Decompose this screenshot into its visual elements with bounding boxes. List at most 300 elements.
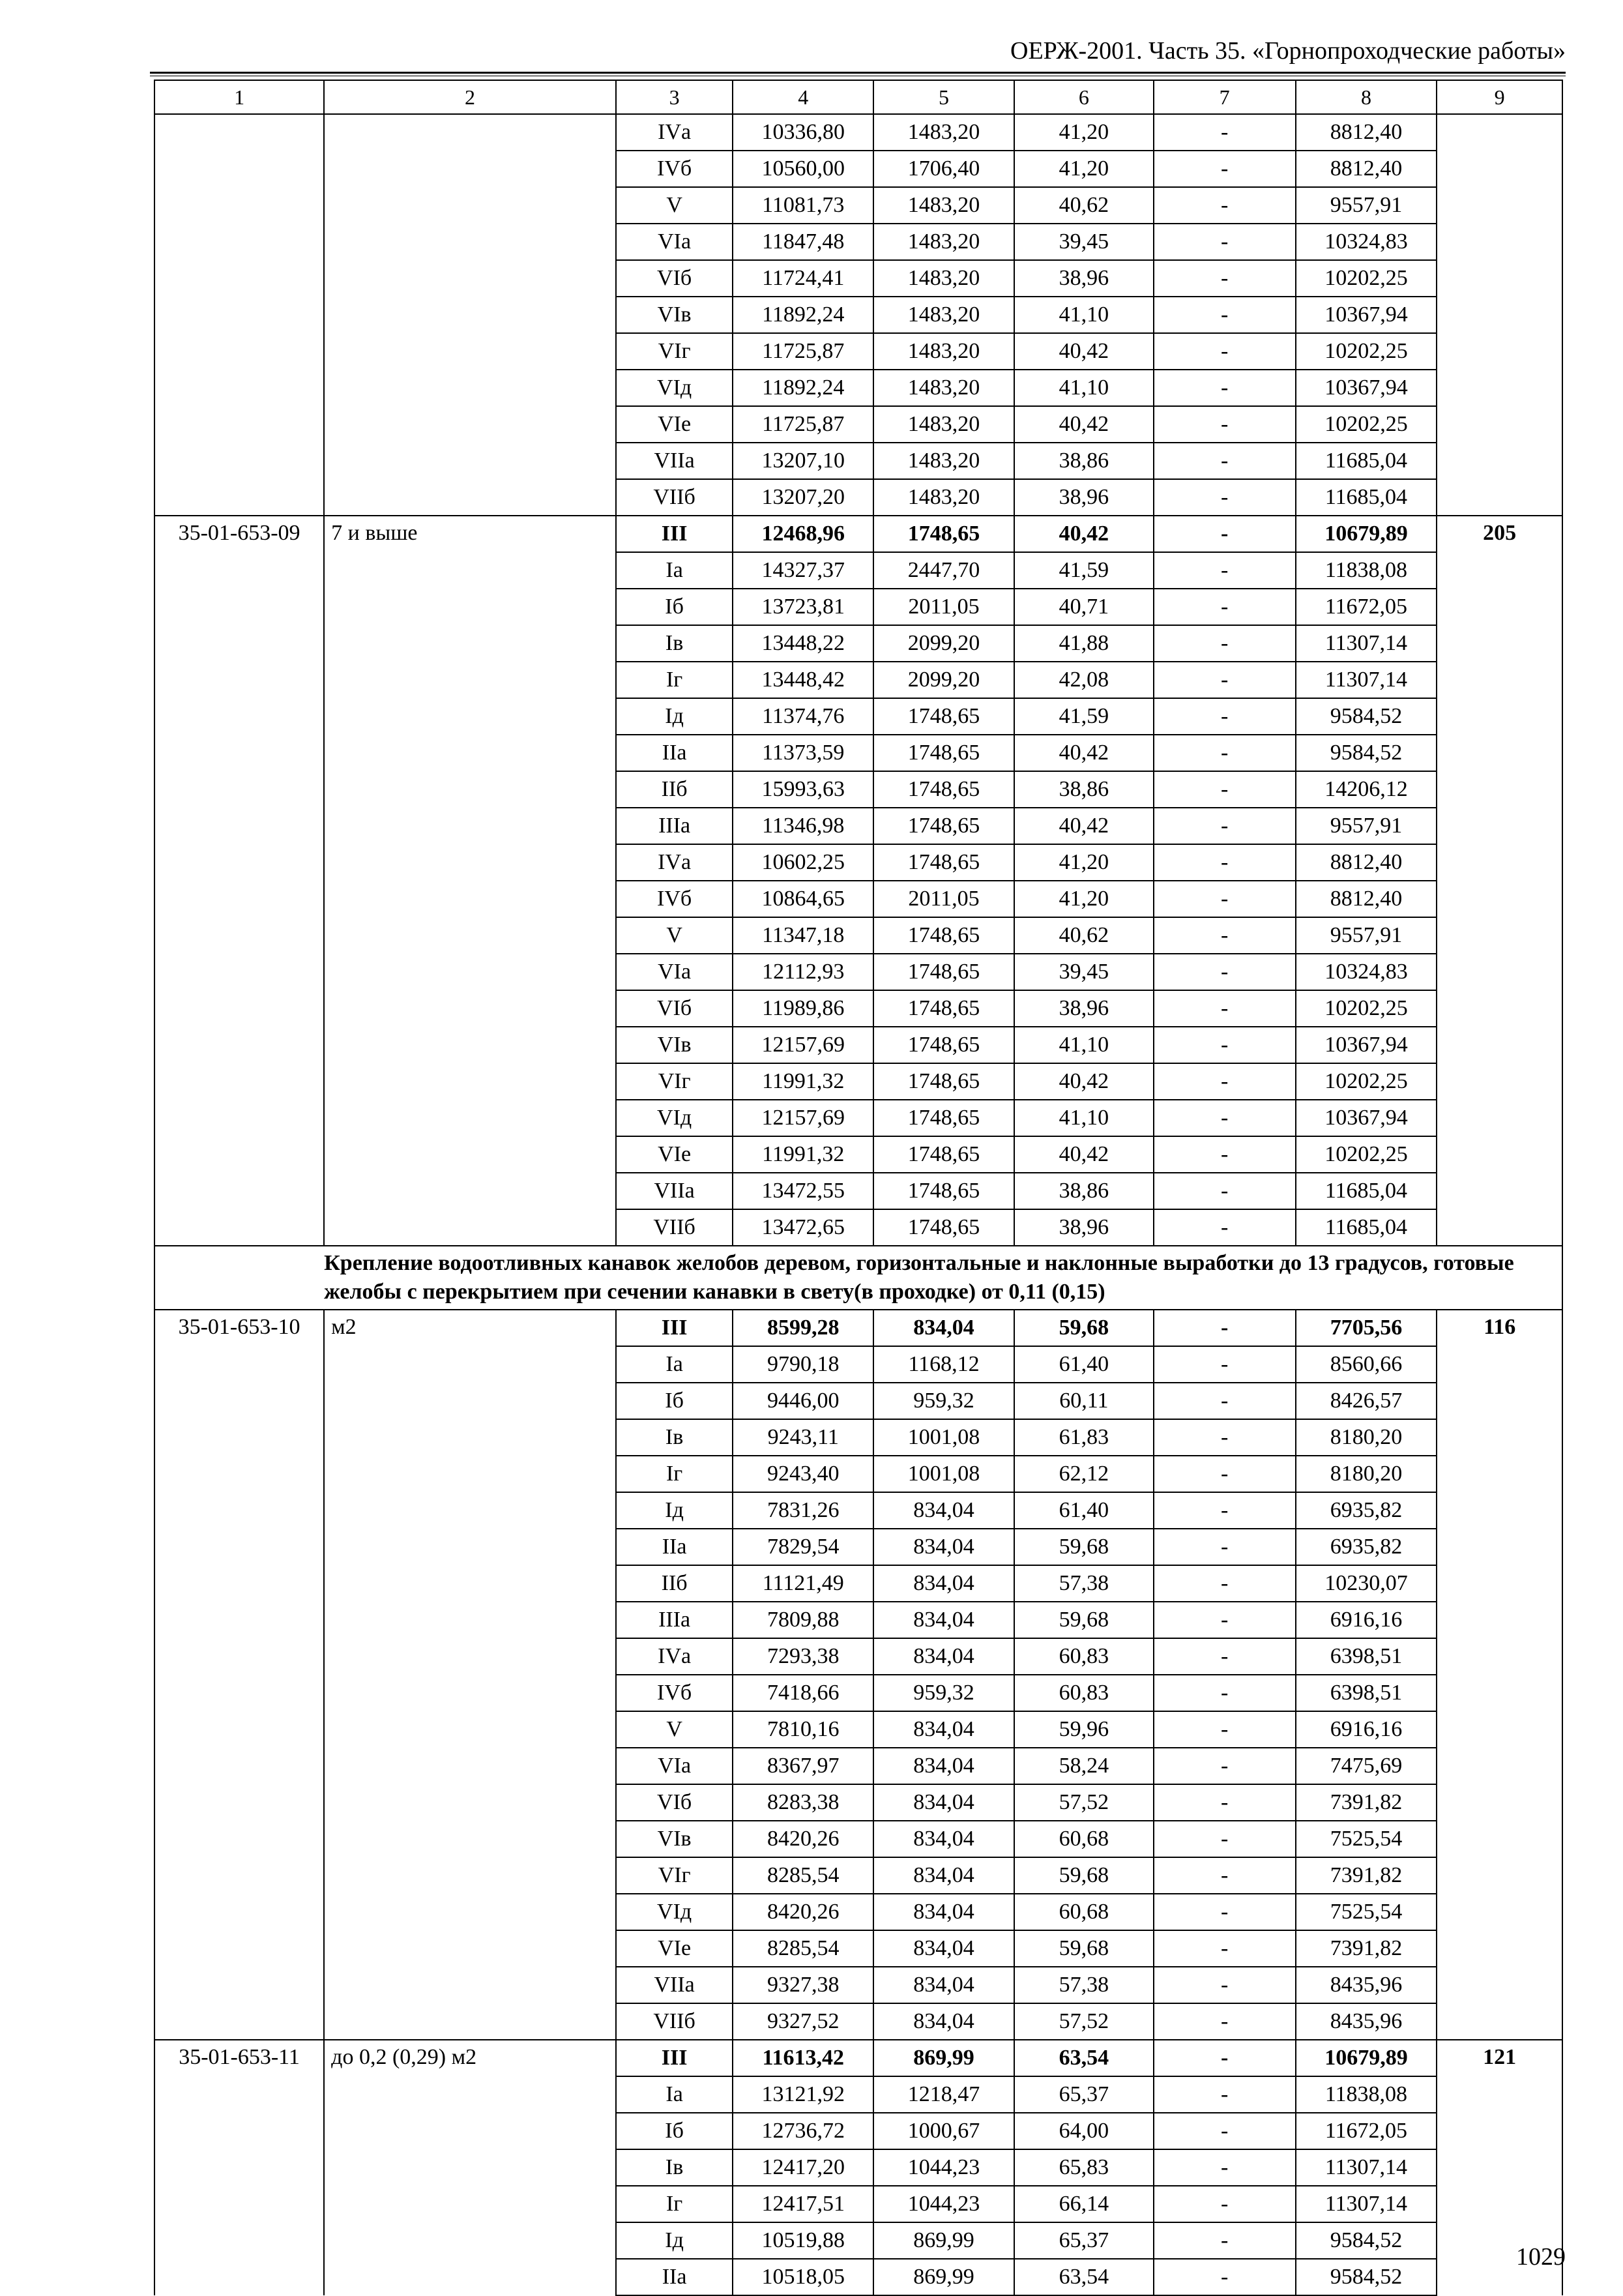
- column-number-row: [154, 80, 1562, 114]
- table-cell: 13448,42: [733, 662, 873, 698]
- table-cell: 41,10: [1014, 1100, 1154, 1136]
- table-cell: 8180,20: [1296, 1419, 1437, 1456]
- table-cell: 41,10: [1014, 370, 1154, 406]
- table-cell: 38,86: [1014, 771, 1154, 808]
- table-cell: -: [1154, 1063, 1296, 1100]
- table-cell: 66,14: [1014, 2186, 1154, 2222]
- table-cell: III: [616, 1310, 733, 1346]
- table-cell: 10336,80: [733, 114, 873, 151]
- table-cell: -: [1154, 1894, 1296, 1930]
- table-cell: 38,96: [1014, 1209, 1154, 1246]
- table-cell: 12417,20: [733, 2149, 873, 2186]
- norm-total: 121: [1437, 2040, 1562, 2295]
- table-cell: 41,20: [1014, 881, 1154, 917]
- table-cell: -: [1154, 844, 1296, 881]
- table-cell: Iв: [616, 625, 733, 662]
- table-cell: 2011,05: [873, 881, 1014, 917]
- table-cell: VIIб: [616, 2003, 733, 2040]
- table-cell: 10602,25: [733, 844, 873, 881]
- norm-code: [154, 114, 324, 516]
- table-cell: -: [1154, 297, 1296, 333]
- norm-code: 35-01-653-10: [154, 1310, 324, 2040]
- table-cell: 1748,65: [873, 1173, 1014, 1209]
- table-cell: 7418,66: [733, 1675, 873, 1711]
- table-cell: 59,96: [1014, 1711, 1154, 1748]
- table-cell: 11672,05: [1296, 589, 1437, 625]
- table-cell: 10367,94: [1296, 1100, 1437, 1136]
- table-cell: Iа: [616, 2076, 733, 2113]
- table-cell: 834,04: [873, 1638, 1014, 1675]
- table-cell: IVа: [616, 1638, 733, 1675]
- table-cell: -: [1154, 1173, 1296, 1209]
- table-cell: -: [1154, 990, 1296, 1027]
- table-cell: III: [616, 516, 733, 552]
- column-number: 3: [616, 80, 733, 114]
- table-cell: 11685,04: [1296, 1173, 1437, 1209]
- table-cell: -: [1154, 2113, 1296, 2149]
- table-cell: 11892,24: [733, 297, 873, 333]
- table-cell: VIг: [616, 333, 733, 370]
- table-cell: 40,42: [1014, 808, 1154, 844]
- table-cell: 57,52: [1014, 1784, 1154, 1821]
- table-cell: -: [1154, 2186, 1296, 2222]
- table-cell: 9243,40: [733, 1456, 873, 1492]
- table-cell: 834,04: [873, 1857, 1014, 1894]
- table-cell: 13207,10: [733, 443, 873, 479]
- table-cell: VIа: [616, 1748, 733, 1784]
- table-cell: 8426,57: [1296, 1383, 1437, 1419]
- table-cell: 1483,20: [873, 224, 1014, 260]
- table-cell: 1748,65: [873, 917, 1014, 954]
- table-cell: VIIб: [616, 479, 733, 516]
- table-cell: 1001,08: [873, 1456, 1014, 1492]
- table-cell: 834,04: [873, 1565, 1014, 1602]
- table-cell: -: [1154, 1675, 1296, 1711]
- table-cell: 42,08: [1014, 662, 1154, 698]
- table-cell: 1483,20: [873, 114, 1014, 151]
- table-cell: 834,04: [873, 1967, 1014, 2003]
- table-cell: 10202,25: [1296, 406, 1437, 443]
- table-cell: VIв: [616, 1821, 733, 1857]
- table-cell: Iг: [616, 2186, 733, 2222]
- table-cell: 59,68: [1014, 1602, 1154, 1638]
- table-cell: 11838,08: [1296, 2076, 1437, 2113]
- table-cell: 64,00: [1014, 2113, 1154, 2149]
- table-cell: -: [1154, 2076, 1296, 2113]
- table-cell: 1483,20: [873, 479, 1014, 516]
- table-cell: 834,04: [873, 1784, 1014, 1821]
- table-cell: -: [1154, 1821, 1296, 1857]
- table-cell: 11672,05: [1296, 2113, 1437, 2149]
- table-cell: 8283,38: [733, 1784, 873, 1821]
- column-number: 4: [733, 80, 873, 114]
- table-cell: 8812,40: [1296, 881, 1437, 917]
- table-cell: VIд: [616, 1894, 733, 1930]
- table-cell: 1748,65: [873, 1209, 1014, 1246]
- table-cell: -: [1154, 1310, 1296, 1346]
- table-cell: -: [1154, 1383, 1296, 1419]
- table-cell: 14327,37: [733, 552, 873, 589]
- table-cell: IIIа: [616, 1602, 733, 1638]
- table-cell: -: [1154, 589, 1296, 625]
- table-cell: -: [1154, 443, 1296, 479]
- table-cell: -: [1154, 881, 1296, 917]
- table-cell: 7831,26: [733, 1492, 873, 1529]
- table-cell: -: [1154, 2003, 1296, 2040]
- table-cell: -: [1154, 1711, 1296, 1748]
- table-cell: VIе: [616, 1136, 733, 1173]
- table-cell: 38,96: [1014, 479, 1154, 516]
- table-cell: 10560,00: [733, 151, 873, 187]
- table-cell: VIIа: [616, 1967, 733, 2003]
- table-cell: V: [616, 1711, 733, 1748]
- table-cell: 13207,20: [733, 479, 873, 516]
- table-cell: -: [1154, 1529, 1296, 1565]
- table-cell: 11685,04: [1296, 1209, 1437, 1246]
- table-cell: 869,99: [873, 2222, 1014, 2259]
- table-cell: 7293,38: [733, 1638, 873, 1675]
- table-cell: -: [1154, 1492, 1296, 1529]
- table-cell: 8435,96: [1296, 2003, 1437, 2040]
- table-cell: Iа: [616, 1346, 733, 1383]
- table-cell: 834,04: [873, 1492, 1014, 1529]
- table-cell: 11307,14: [1296, 662, 1437, 698]
- table-cell: 1044,23: [873, 2186, 1014, 2222]
- table-cell: 1483,20: [873, 370, 1014, 406]
- table-cell: 38,96: [1014, 990, 1154, 1027]
- table-cell: 10367,94: [1296, 1027, 1437, 1063]
- column-number: 9: [1437, 80, 1562, 114]
- table-cell: 12417,51: [733, 2186, 873, 2222]
- table-cell: 12112,93: [733, 954, 873, 990]
- table-cell: 10679,89: [1296, 516, 1437, 552]
- table-cell: 63,54: [1014, 2259, 1154, 2295]
- norm-total: 205: [1437, 516, 1562, 1246]
- table-cell: 11724,41: [733, 260, 873, 297]
- table-cell: Iа: [616, 552, 733, 589]
- table-cell: 7525,54: [1296, 1894, 1437, 1930]
- table-cell: VIд: [616, 370, 733, 406]
- table-cell: VIIа: [616, 443, 733, 479]
- table-cell: 41,88: [1014, 625, 1154, 662]
- table-cell: VIв: [616, 1027, 733, 1063]
- section-blank-cell: [154, 1246, 324, 1310]
- table-row: [154, 2040, 1562, 2076]
- table-cell: -: [1154, 1456, 1296, 1492]
- table-row: [154, 114, 1562, 151]
- section-title-row: [154, 1246, 1562, 1310]
- norm-total: [1437, 114, 1562, 516]
- table-cell: 1483,20: [873, 187, 1014, 224]
- table-cell: 13448,22: [733, 625, 873, 662]
- table-cell: 40,42: [1014, 1063, 1154, 1100]
- table-row: [154, 1310, 1562, 1346]
- table-cell: 8420,26: [733, 1894, 873, 1930]
- table-cell: -: [1154, 1602, 1296, 1638]
- table-cell: 834,04: [873, 1310, 1014, 1346]
- table-cell: 63,54: [1014, 2040, 1154, 2076]
- table-cell: 40,71: [1014, 589, 1154, 625]
- table-cell: 1748,65: [873, 1136, 1014, 1173]
- table-cell: 7391,82: [1296, 1784, 1437, 1821]
- table-cell: -: [1154, 2222, 1296, 2259]
- table-cell: 40,42: [1014, 1136, 1154, 1173]
- table-cell: 1168,12: [873, 1346, 1014, 1383]
- column-number: 5: [873, 80, 1014, 114]
- table-cell: 11725,87: [733, 406, 873, 443]
- table-cell: 11685,04: [1296, 443, 1437, 479]
- table-cell: 11081,73: [733, 187, 873, 224]
- table-cell: 59,68: [1014, 1310, 1154, 1346]
- table-cell: -: [1154, 1027, 1296, 1063]
- table-cell: 1483,20: [873, 297, 1014, 333]
- table-cell: -: [1154, 771, 1296, 808]
- table-cell: 9584,52: [1296, 735, 1437, 771]
- table-cell: 1748,65: [873, 844, 1014, 881]
- table-cell: IVа: [616, 114, 733, 151]
- table-cell: 7525,54: [1296, 1821, 1437, 1857]
- table-cell: 11347,18: [733, 917, 873, 954]
- table-cell: IIIа: [616, 808, 733, 844]
- table-cell: V: [616, 187, 733, 224]
- table-cell: 8285,54: [733, 1857, 873, 1894]
- table-cell: 8599,28: [733, 1310, 873, 1346]
- table-cell: 13472,65: [733, 1209, 873, 1246]
- table-cell: 8180,20: [1296, 1456, 1437, 1492]
- table-cell: 38,86: [1014, 1173, 1154, 1209]
- table-cell: 2099,20: [873, 625, 1014, 662]
- table-cell: 65,37: [1014, 2222, 1154, 2259]
- table-cell: 6916,16: [1296, 1711, 1437, 1748]
- table-cell: 10202,25: [1296, 990, 1437, 1027]
- table-cell: 57,52: [1014, 2003, 1154, 2040]
- table-cell: 65,37: [1014, 2076, 1154, 2113]
- table-cell: 1748,65: [873, 1027, 1014, 1063]
- header-rule: [150, 72, 1566, 74]
- section-title: Крепление водоотливных канавок желобов деревом, горизонтальные и наклонные выработки до 13 градусов, готовые желобы с перекрытием при сечении канавки в свету(в проходке) от 0,11 (0,15): [324, 1246, 1562, 1310]
- table-cell: -: [1154, 625, 1296, 662]
- table-cell: 59,68: [1014, 1930, 1154, 1967]
- table-cell: 40,42: [1014, 406, 1154, 443]
- table-cell: 1001,08: [873, 1419, 1014, 1456]
- table-cell: -: [1154, 662, 1296, 698]
- table-cell: Iд: [616, 2222, 733, 2259]
- table-cell: 1748,65: [873, 954, 1014, 990]
- table-cell: -: [1154, 2149, 1296, 2186]
- table-cell: VIб: [616, 1784, 733, 1821]
- table-cell: 59,68: [1014, 1857, 1154, 1894]
- table-cell: 60,83: [1014, 1675, 1154, 1711]
- table-cell: 1748,65: [873, 698, 1014, 735]
- table-cell: 1483,20: [873, 443, 1014, 479]
- table-cell: IIб: [616, 771, 733, 808]
- table-cell: IIа: [616, 1529, 733, 1565]
- table-cell: 40,42: [1014, 516, 1154, 552]
- table-cell: Iб: [616, 1383, 733, 1419]
- table-cell: -: [1154, 406, 1296, 443]
- table-cell: 834,04: [873, 1894, 1014, 1930]
- table-cell: 1483,20: [873, 406, 1014, 443]
- table-cell: -: [1154, 1857, 1296, 1894]
- table-cell: IVб: [616, 151, 733, 187]
- table-cell: 7391,82: [1296, 1930, 1437, 1967]
- table-cell: 8812,40: [1296, 844, 1437, 881]
- table-cell: 959,32: [873, 1383, 1014, 1419]
- table-cell: VIIб: [616, 1209, 733, 1246]
- table-cell: -: [1154, 370, 1296, 406]
- table-cell: 40,62: [1014, 917, 1154, 954]
- table-cell: 7809,88: [733, 1602, 873, 1638]
- table-cell: 41,59: [1014, 698, 1154, 735]
- table-cell: Iг: [616, 1456, 733, 1492]
- table-cell: -: [1154, 1748, 1296, 1784]
- table-cell: 61,83: [1014, 1419, 1154, 1456]
- table-cell: 7829,54: [733, 1529, 873, 1565]
- table-cell: 12736,72: [733, 2113, 873, 2149]
- table-cell: 11613,42: [733, 2040, 873, 2076]
- column-number: 8: [1296, 80, 1437, 114]
- table-cell: Iг: [616, 662, 733, 698]
- table-cell: VIг: [616, 1857, 733, 1894]
- table-cell: 40,62: [1014, 187, 1154, 224]
- table-cell: -: [1154, 1565, 1296, 1602]
- table-cell: 9446,00: [733, 1383, 873, 1419]
- table-cell: 9557,91: [1296, 808, 1437, 844]
- table-cell: 8367,97: [733, 1748, 873, 1784]
- table-cell: 9584,52: [1296, 2222, 1437, 2259]
- table-cell: -: [1154, 151, 1296, 187]
- table-cell: 9327,52: [733, 2003, 873, 2040]
- table-cell: Iд: [616, 698, 733, 735]
- table-cell: -: [1154, 516, 1296, 552]
- table-cell: 7475,69: [1296, 1748, 1437, 1784]
- table-cell: 10324,83: [1296, 224, 1437, 260]
- table-cell: 62,12: [1014, 1456, 1154, 1492]
- table-cell: 11307,14: [1296, 625, 1437, 662]
- table-cell: -: [1154, 479, 1296, 516]
- table-cell: 13121,92: [733, 2076, 873, 2113]
- table-cell: Iв: [616, 2149, 733, 2186]
- table-cell: 12157,69: [733, 1027, 873, 1063]
- table-cell: 6398,51: [1296, 1638, 1437, 1675]
- table-cell: 59,68: [1014, 1529, 1154, 1565]
- norm-total: 116: [1437, 1310, 1562, 2040]
- table-cell: 11892,24: [733, 370, 873, 406]
- table-cell: 61,40: [1014, 1346, 1154, 1383]
- table-cell: 10202,25: [1296, 1063, 1437, 1100]
- table-cell: 13723,81: [733, 589, 873, 625]
- table-cell: 14206,12: [1296, 771, 1437, 808]
- table-cell: -: [1154, 2259, 1296, 2295]
- table-cell: 9557,91: [1296, 187, 1437, 224]
- table-cell: VIа: [616, 954, 733, 990]
- norm-code: 35-01-653-09: [154, 516, 324, 1246]
- table-cell: -: [1154, 808, 1296, 844]
- table-cell: VIе: [616, 1930, 733, 1967]
- table-cell: 11725,87: [733, 333, 873, 370]
- table-cell: III: [616, 2040, 733, 2076]
- table-cell: -: [1154, 698, 1296, 735]
- table-cell: 8560,66: [1296, 1346, 1437, 1383]
- table-cell: 10230,07: [1296, 1565, 1437, 1602]
- norm-unit: м2: [324, 1310, 616, 2040]
- table-cell: VIб: [616, 990, 733, 1027]
- column-number: 6: [1014, 80, 1154, 114]
- table-cell: 57,38: [1014, 1565, 1154, 1602]
- table-cell: 834,04: [873, 1602, 1014, 1638]
- table-cell: 40,42: [1014, 333, 1154, 370]
- table-cell: 41,59: [1014, 552, 1154, 589]
- table-cell: 11374,76: [733, 698, 873, 735]
- table-cell: 10864,65: [733, 881, 873, 917]
- page-header-title: ОЕРЖ-2001. Часть 35. «Горнопроходческие работы»: [1010, 37, 1566, 65]
- table-cell: 834,04: [873, 1711, 1014, 1748]
- table-cell: 41,10: [1014, 1027, 1154, 1063]
- table-cell: 1748,65: [873, 990, 1014, 1027]
- table-cell: IIа: [616, 2259, 733, 2295]
- table-cell: 12157,69: [733, 1100, 873, 1136]
- table-cell: IVа: [616, 844, 733, 881]
- table-cell: 12468,96: [733, 516, 873, 552]
- table-cell: 39,45: [1014, 954, 1154, 990]
- table-cell: 1748,65: [873, 771, 1014, 808]
- table-cell: 9243,11: [733, 1419, 873, 1456]
- table-cell: 7705,56: [1296, 1310, 1437, 1346]
- table-cell: 10202,25: [1296, 260, 1437, 297]
- table-row: [154, 516, 1562, 552]
- norm-code: 35-01-653-11: [154, 2040, 324, 2295]
- table-cell: 2099,20: [873, 662, 1014, 698]
- table-cell: -: [1154, 1209, 1296, 1246]
- table-cell: 11991,32: [733, 1063, 873, 1100]
- table-cell: 15993,63: [733, 771, 873, 808]
- table-cell: 65,83: [1014, 2149, 1154, 2186]
- table-cell: 11307,14: [1296, 2149, 1437, 2186]
- norm-unit: до 0,2 (0,29) м2: [324, 2040, 616, 2295]
- table-cell: -: [1154, 1967, 1296, 2003]
- table-cell: 10367,94: [1296, 297, 1437, 333]
- table-cell: 60,11: [1014, 1383, 1154, 1419]
- table-cell: -: [1154, 260, 1296, 297]
- table-cell: 11991,32: [733, 1136, 873, 1173]
- table-cell: 959,32: [873, 1675, 1014, 1711]
- table-cell: VIг: [616, 1063, 733, 1100]
- page-number: 1029: [1516, 2243, 1566, 2271]
- table-cell: IVб: [616, 881, 733, 917]
- table-cell: 9557,91: [1296, 917, 1437, 954]
- table-cell: -: [1154, 954, 1296, 990]
- table-cell: 1218,47: [873, 2076, 1014, 2113]
- table-cell: 10324,83: [1296, 954, 1437, 990]
- table-cell: VIб: [616, 260, 733, 297]
- table-cell: 9584,52: [1296, 2259, 1437, 2295]
- table-cell: 58,24: [1014, 1748, 1154, 1784]
- table-cell: 60,83: [1014, 1638, 1154, 1675]
- table-cell: -: [1154, 1136, 1296, 1173]
- table-cell: 40,42: [1014, 735, 1154, 771]
- table-cell: -: [1154, 735, 1296, 771]
- table-cell: 8812,40: [1296, 114, 1437, 151]
- table-cell: 1748,65: [873, 516, 1014, 552]
- table-cell: 8285,54: [733, 1930, 873, 1967]
- column-number: 7: [1154, 80, 1296, 114]
- table-cell: VIе: [616, 406, 733, 443]
- table-cell: 41,20: [1014, 114, 1154, 151]
- table-cell: 1706,40: [873, 151, 1014, 187]
- table-cell: VIа: [616, 224, 733, 260]
- table-cell: 41,20: [1014, 151, 1154, 187]
- table-cell: -: [1154, 224, 1296, 260]
